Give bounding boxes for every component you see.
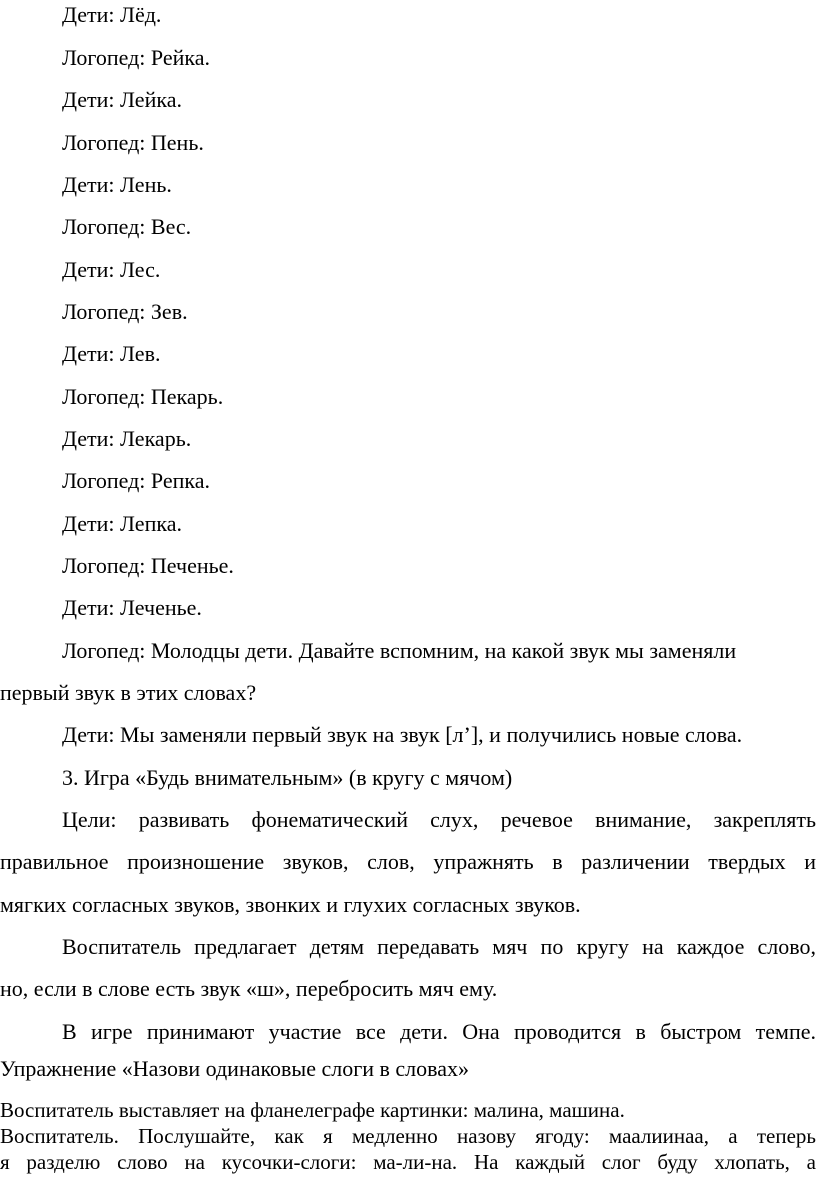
dialogue-line-14: Логопед: Печенье. <box>62 553 234 578</box>
game-title: 3. Игра «Будь внимательным» (в кругу с мячом) <box>62 765 513 790</box>
exercise-title: Упражнение «Назови одинаковые слоги в словах» <box>0 1056 470 1081</box>
dialogue-line-3: Дети: Лейка. <box>62 87 182 112</box>
board-line-2: Воспитатель. Послушайте, как я медленно назову ягоду: маалиинаа, а теперь <box>0 1124 816 1148</box>
logoped-question-line-1: Логопед: Молодцы дети. Давайте вспомним, на какой звук мы заменяли <box>62 638 737 663</box>
goals-line-3: мягких согласных звуков, звонких и глухих согласных звуков. <box>0 892 581 917</box>
dialogue-line-15: Дети: Леченье. <box>62 595 202 620</box>
logoped-question-line-2: первый звук в этих словах? <box>0 680 257 705</box>
dialogue-line-10: Логопед: Пекарь. <box>62 384 224 409</box>
all-children-line: В игре принимают участие все дети. Она проводится в быстром темпе. <box>62 1019 816 1044</box>
teacher-line-1: Воспитатель предлагает детям передавать мяч по кругу на каждое слово, <box>62 934 816 959</box>
dialogue-line-6: Логопед: Вес. <box>62 214 192 239</box>
board-line-1: Воспитатель выставляет на фланелеграфе картинки: малина, машина. <box>0 1098 625 1122</box>
dialogue-line-11: Дети: Лекарь. <box>62 426 192 451</box>
dialogue-line-13: Дети: Лепка. <box>62 511 182 536</box>
dialogue-line-7: Дети: Лес. <box>62 257 161 282</box>
board-line-3: я разделю слово на кусочки-слоги: ма-ли-на. На каждый слог буду хлопать, а <box>0 1150 816 1174</box>
children-answer: Дети: Мы заменяли первый звук на звук [л’], и получились новые слова. <box>62 722 743 747</box>
dialogue-line-1: Дети: Лёд. <box>62 2 162 27</box>
teacher-line-2: но, если в слове есть звук «ш», перебросить мяч ему. <box>0 976 498 1001</box>
dialogue-line-8: Логопед: Зев. <box>62 299 188 324</box>
dialogue-line-9: Дети: Лев. <box>62 341 161 366</box>
goals-line-2: правильное произношение звуков, слов, упражнять в различении твердых и <box>0 849 816 874</box>
dialogue-line-12: Логопед: Репка. <box>62 468 211 493</box>
dialogue-line-5: Дети: Лень. <box>62 172 172 197</box>
goals-line-1: Цели: развивать фонематический слух, речевое внимание, закреплять <box>62 807 816 832</box>
dialogue-line-2: Логопед: Рейка. <box>62 45 211 70</box>
dialogue-line-4: Логопед: Пень. <box>62 130 204 155</box>
